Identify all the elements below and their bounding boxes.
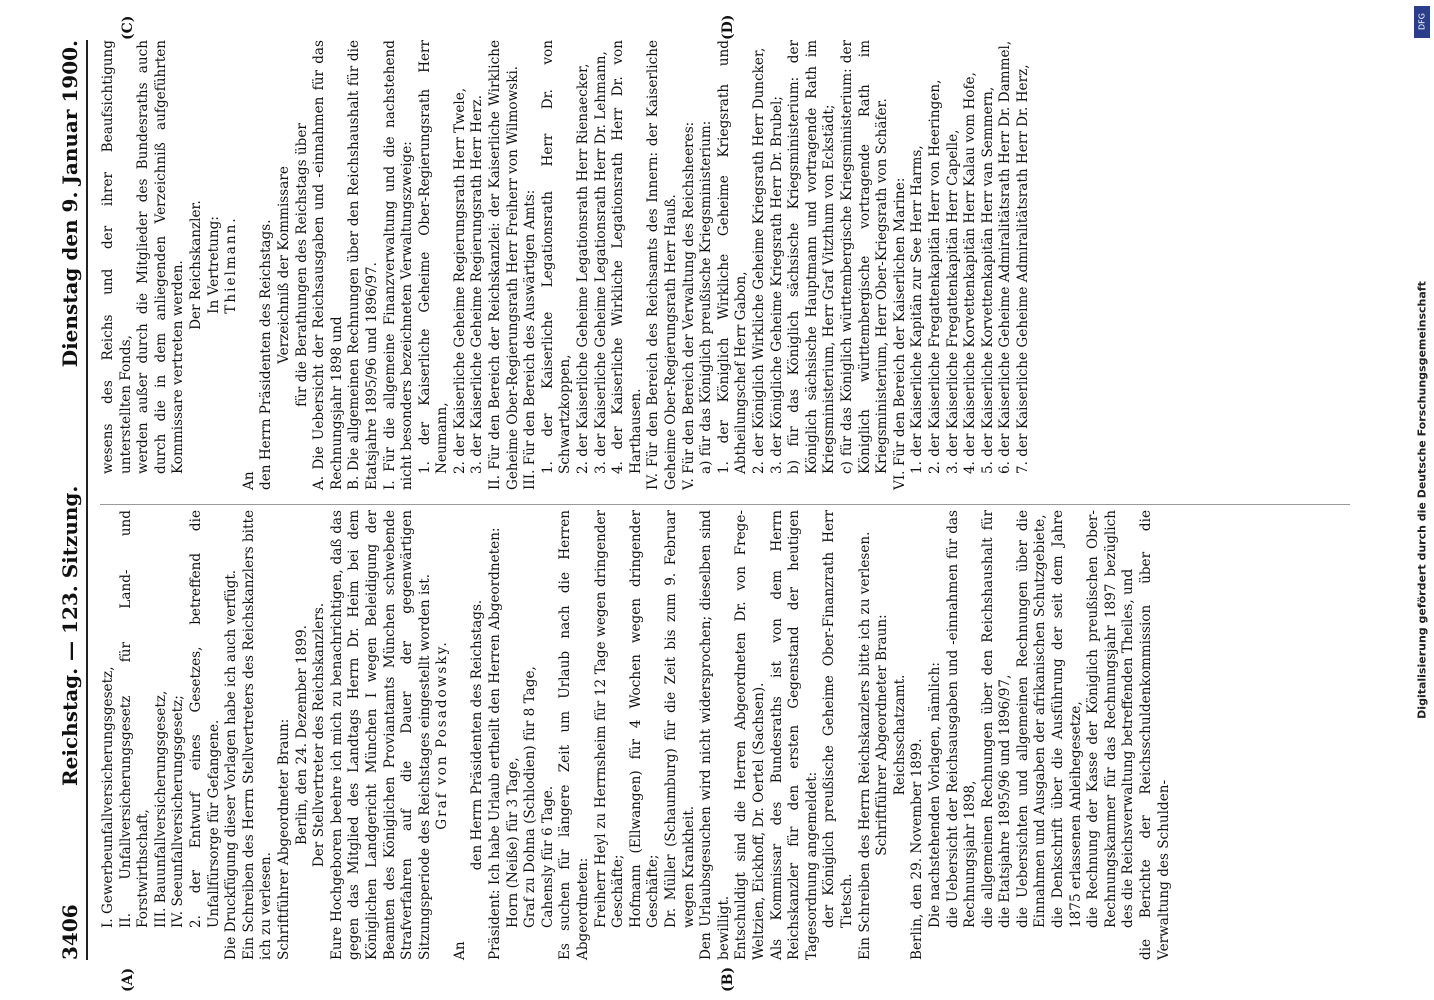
- paragraph: 6. der Kaiserliche Geheime Admiralitätsrath Herr Dr. Dammel,: [997, 40, 1014, 474]
- paragraph: für die Berathungen des Reichstags über: [293, 123, 310, 407]
- paragraph: IV. Seeunfallversicherungsgesetz;: [170, 695, 187, 928]
- paragraph: In Vertretung:: [205, 216, 222, 314]
- paragraph: II. Für den Bereich der Reichskanzlei: der Kaiserliche Wirkliche Geheime Ober-Regierungsrath Herr Freiherr von Wilmowski.: [487, 40, 521, 490]
- paragraph: III. Bauunfallversicherungsgesetz,: [152, 690, 169, 928]
- paragraph: Den Urlaubsgesuchen wird nicht widersprochen; dieselben sind bewilligt.: [698, 510, 732, 960]
- paragraph: Es suchen für längere Zeit um Urlaub nach die Herren Abgeordneten:: [557, 510, 592, 960]
- right-title: Dienstag den 9. Januar 1900.: [58, 40, 82, 368]
- column-divider: [100, 504, 1350, 505]
- paragraph: Thielmann.: [223, 216, 240, 314]
- paragraph: 2. der Kaiserliche Geheime Legationsrath Herr Rienaecker,: [575, 63, 592, 474]
- marker-b: (B): [720, 966, 736, 992]
- paragraph: Der Reichskanzler.: [187, 200, 204, 330]
- paragraph: 3. der Kaiserliche Fregattenkapitän Herr Capelle,: [944, 129, 961, 474]
- paragraph: Horn (Neiße) für 3 Tage,: [504, 757, 521, 928]
- paragraph: c) für das Königlich württembergische Kriegsministerium: der Königlich württembergische vortragende Rath im Kriegsministerium, Herr Ober-Kriegsrath von Schäfer.: [838, 40, 891, 474]
- paragraph: 5. der Kaiserliche Korvettenkapitän Herr van Semmern,: [979, 86, 996, 474]
- paragraph: den Herrn Präsidenten des Reichstags.: [258, 219, 275, 490]
- dfg-logo: DFG: [1414, 6, 1430, 38]
- paragraph: die allgemeinen Rechnungen über den Reichshaushalt für die Etatsjahre 1895/96 und 1896/97,: [979, 510, 1014, 928]
- paragraph: VI. Für den Bereich der Kaiserlichen Marine:: [891, 177, 908, 490]
- left-title: Reichstag. — 123. Sitzung.: [58, 485, 82, 786]
- paragraph: Verzeichniß der Kommissare: [275, 166, 292, 364]
- marker-c: (C): [120, 15, 136, 40]
- paragraph: 1. der Kaiserliche Kapitän zur See Herr Harms,: [909, 145, 926, 474]
- paragraph: Graf von Posadowsky.: [434, 640, 451, 830]
- right-column: [100, 40, 1032, 490]
- paragraph: Ein Schreiben des Herrn Stellvertreters des Reichskanzlers bitte ich zu verlesen.: [240, 510, 275, 960]
- paragraph: Schriftführer Abgeordneter Braun:: [275, 718, 292, 960]
- running-head: [48, 40, 88, 960]
- paragraph: An: [451, 941, 468, 960]
- credit-text: Digitalisierung gefördert durch die Deutsche Forschungsgemeinschaft: [1415, 281, 1429, 719]
- paragraph: Die nachstehenden Vorlagen, nämlich:: [926, 662, 943, 928]
- paragraph: Freiherr Heyl zu Herrnsheim für 12 Tage wegen dringender Geschäfte;: [592, 510, 627, 928]
- paragraph: An: [240, 471, 257, 490]
- marker-a: (A): [120, 967, 136, 992]
- digitization-credit: [1410, 0, 1434, 1000]
- paragraph: 4. der Kaiserliche Wirkliche Legationsrath Herr Dr. von Harthausen.: [610, 40, 644, 474]
- paragraph: II. Unfallversicherungsgesetz für Land- und Forstwirthschaft,: [117, 510, 152, 928]
- paragraph: werden außer durch die Mitglieder des Bundesraths auch durch die in dem anliegenden Verzeichniß aufgeführten Kommissare vertreten werden.: [135, 40, 187, 474]
- paragraph: 2. der Entwurf eines Gesetzes, betreffend die Unfallfürsorge für Gefangene.: [187, 510, 222, 928]
- paragraph: I. Für die allgemeine Finanzverwaltung und die nachstehend nicht besonders bezeichneten Verwaltungszweige:: [381, 40, 416, 490]
- paragraph: 4. der Kaiserliche Korvettenkapitän Herr Kalau vom Hofe,: [962, 72, 979, 474]
- marker-d: (D): [720, 14, 736, 40]
- paragraph: 1. der Kaiserliche Legationsrath Herr Dr. von Schwartzkoppen,: [539, 40, 574, 474]
- paragraph: der Königlich preußische Geheime Ober-Finanzrath Herr Tietsch.: [821, 510, 855, 928]
- paragraph: 3. der Kaiserliche Geheime Regierungsrath Herr Herz.: [469, 94, 486, 474]
- paragraph: 7. der Kaiserliche Geheime Admiralitätsrath Herr Dr. Herz,: [1014, 64, 1031, 474]
- paragraph: 1. der Kaiserliche Geheime Ober-Regierungsrath Herr Neumann,: [416, 40, 451, 474]
- paragraph: 2. der Kaiserliche Geheime Regierungsrath Herr Twele,: [451, 87, 468, 474]
- paragraph: Berlin, den 24. Dezember 1899.: [293, 625, 310, 845]
- paragraph: A. Die Uebersicht der Reichsausgaben und -einnahmen für das Rechnungsjahr 1898 und: [311, 40, 345, 490]
- paragraph: III. Für den Bereich des Auswärtigen Amts:: [522, 189, 539, 490]
- paragraph: Graf zu Dohna (Schlodien) für 8 Tage,: [522, 666, 539, 928]
- paragraph: Berlin, den 29. November 1899.: [909, 738, 926, 960]
- paragraph: die Denkschrift über die Ausführung der seit dem Jahre 1875 erlassenen Anleihegesetze,: [1050, 510, 1084, 928]
- left-column: [100, 510, 1173, 960]
- paragraph: 2. der Kaiserliche Fregattenkapitän Herr von Heeringen,: [926, 79, 943, 474]
- paragraph: den Herrn Präsidenten des Reichstags.: [469, 599, 486, 871]
- paragraph: Als Kommissar des Bundesraths ist von dem Herrn Reichskanzler für den ersten Gegenstand der heutigen Tagesordnung angemeldet:: [768, 510, 820, 960]
- paragraph: V. Für den Bereich der Verwaltung des Reichsheeres:: [680, 121, 697, 490]
- paragraph: 3. der Königliche Geheime Kriegsrath Herr Dr. Brubel;: [768, 96, 785, 474]
- paragraph: Cahensly für 6 Tage.: [539, 785, 556, 928]
- paragraph: die Berichte der Reichsschuldenkommission über die Verwaltung des Schulden-: [1138, 510, 1172, 960]
- paragraph: Hofmann (Ellwangen) für 4 Wochen wegen dringender Geschäfte;: [627, 510, 662, 928]
- paragraph: Die Druckfügung dieser Vorlagen habe ich auch verfügt.: [223, 569, 240, 960]
- paragraph: a) für das Königlich preußische Kriegsministerium:: [698, 120, 715, 474]
- page-number: 3406: [58, 904, 82, 960]
- paragraph: wesens des Reichs und der ihrer Beaufsichtigung unterstellten Fonds,: [100, 40, 134, 474]
- paragraph: Entschuldigt sind die Herren Abgeordneten Dr. von Frege-Weltzien, Eickhoff, Dr. Oertel (Sachsen).: [733, 510, 767, 960]
- paragraph: I. Gewerbeunfallversicherungsgesetz,: [100, 666, 116, 928]
- paragraph: 2. der Königlich Wirkliche Geheime Kriegsrath Herr Duncker,: [750, 47, 767, 474]
- paragraph: b) für das Königlich sächsische Kriegsministerium: der Königlich sächsische Hauptmann und vortragende Rath im Kriegsministerium, Herr Graf Vitzthum von Eckstädt;: [786, 40, 838, 474]
- paragraph: 1. der Königlich Wirkliche Geheime Kriegsrath und Abtheilungschef Herr Gabon,: [715, 40, 750, 474]
- paragraph: Schriftführer Abgeordneter Braun:: [874, 614, 891, 856]
- paragraph: die Uebersicht der Reichsausgaben und -einnahmen für das Rechnungsjahr 1898,: [944, 510, 979, 928]
- paragraph: Ein Schreiben des Herrn Reichskanzlers bitte ich zu verlesen.: [856, 531, 873, 960]
- paragraph: Reichsschatzamt.: [891, 674, 908, 796]
- paragraph: Der Stellvertreter des Reichskanzlers.: [311, 602, 328, 868]
- paragraph: 3. der Kaiserliche Geheime Legationsrath Herr Dr. Lehmann,: [592, 51, 609, 474]
- paragraph: Eure Hochgeboren beehre ich mich zu benachrichtigen, daß das gegen das Mitglied des Landtags Herrn Dr. Heim bei dem Königlichen Landgericht München I wegen Beleidigung der Beamten des Königlichen Proviantamts München schwebende Strafverfahren auf die Dauer der gegenwärtigen Sitzungsperiode des Reichstages eingestellt worden ist.: [328, 510, 433, 960]
- paragraph: Präsident: Ich habe Urlaub ertheilt den Herren Abgeordneten:: [487, 527, 504, 960]
- paragraph: IV. Für den Bereich des Reichsamts des Innern: der Kaiserliche Geheime Ober-Regierungsrath Herr Hauß.: [645, 40, 679, 490]
- paragraph: die Rechnung der Kasse der Königlich preußischen Ober-Rechnungskammer für das Rechnungsjahr 1897 bezüglich des die Reichsverwaltung betreffenden Theiles, und: [1085, 510, 1137, 928]
- paragraph: die Uebersichten und allgemeinen Rechnungen über die Einnahmen und Ausgaben der afrikanischen Schutzgebiete,: [1014, 510, 1049, 928]
- paragraph: B. Die allgemeinen Rechnungen über den Reichshaushalt für die Etatsjahre 1895/96 und 1896/97.: [346, 40, 380, 490]
- paragraph: Dr. Müller (Schaumburg) für die Zeit bis zum 9. Februar wegen Krankheit.: [663, 510, 697, 928]
